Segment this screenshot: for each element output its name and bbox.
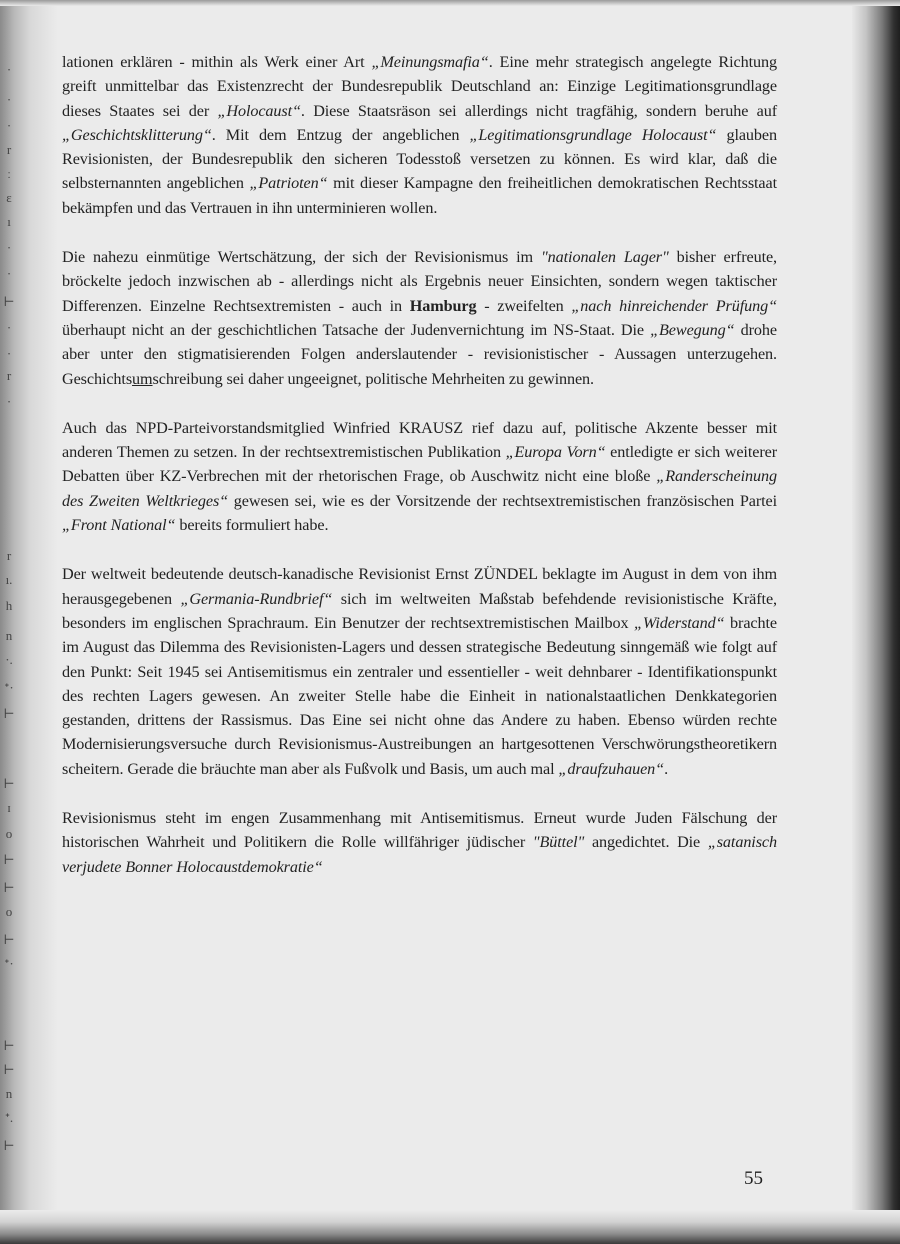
paragraph	[62, 806, 777, 879]
top-page-edge	[0, 0, 900, 6]
text-run: entledigte er sich weiterer Debatten über KZ-Verbrechen mit der rhetorischen Frage, ob Auschwitz nicht eine bloße	[62, 443, 777, 486]
bleed-mark: ⊢	[3, 1138, 15, 1153]
text-run: „Holocaust“	[217, 101, 301, 120]
text-run: . Eine mehr strategisch angelegte Richtung greift unmittelbar das Existenzrecht der Bundesrepublik Deutschland an: Einzige Legitimationsgrundlage dieses Staates sei der	[62, 53, 777, 120]
bleed-mark: ·	[6, 62, 12, 77]
bleed-mark: ː	[7, 166, 11, 181]
text-run: „Germania-Rundbrief“	[180, 589, 333, 608]
text-run: mit dieser Kampagne den freiheitlichen demokratischen Rechtsstaat bekämpfen und das Vertrauen in ihn unterminieren wollen.	[62, 174, 778, 217]
text-run: „Widerstand“	[634, 613, 725, 632]
paragraph	[62, 245, 777, 391]
text-run: Der weltweit bedeutende deutsch-kanadische Revisionist Ernst ZÜNDEL beklagte im August in dem von ihm herausgegebenen	[62, 565, 777, 608]
text-run: „Front National“	[62, 516, 176, 535]
bleed-mark: ı.	[5, 572, 13, 587]
text-run: "Büttel"	[532, 833, 585, 852]
text-run: Revisionismus steht im engen Zusammenhang mit Antisemitismus. Erneut wurde Juden Fälschung der historischen Wahrheit und Politikern die Rolle willfähriger jüdischer	[62, 809, 777, 852]
text-run: drohe aber unter den stigmatisierenden Folgen anderslautender - revisionistischer - Aussagen unterzugehen. Geschichts	[62, 320, 777, 388]
text-run: . Mit dem Entzug der angeblichen	[211, 125, 470, 144]
text-run: „Geschichtsklitterung“	[62, 125, 212, 144]
text-run: überhaupt nicht an der geschichtlichen Tatsache der Judenvernichtung im NS-Staat. Die	[62, 320, 651, 339]
binding-gutter-shadow	[0, 0, 58, 1244]
text-run: „Meinungsmafia“	[371, 53, 489, 71]
right-page-edge	[852, 0, 900, 1244]
text-run: Hamburg	[409, 296, 477, 315]
bleed-mark: ⊢	[3, 294, 15, 309]
bottom-page-edge	[0, 1210, 900, 1244]
text-run: bereits formuliert habe.	[175, 516, 329, 535]
bleed-mark: ⊢	[3, 706, 15, 721]
text-run: „Randerscheinung des Zweiten Weltkrieges“	[62, 467, 777, 510]
paragraph	[62, 416, 777, 537]
text-run: gewesen sei, wie es der Vorsitzende der rechtsextremistischen französischen Partei	[228, 491, 777, 510]
bleed-mark: ᐩ·	[4, 956, 14, 971]
bleed-mark: ·	[6, 346, 12, 361]
bleed-mark: ᐩ.	[4, 1110, 14, 1125]
bleed-mark: o	[5, 904, 13, 919]
bleed-mark: r	[6, 142, 12, 157]
bleed-mark: o	[5, 826, 13, 841]
page-number: 55	[744, 1168, 763, 1189]
text-run: glauben Revisionisten, der Bundesrepublik den sicheren Todesstoß versetzen zu können. Es wird klar, daß die selbsternannten angeblichen	[62, 125, 777, 193]
text-run: brachte im August das Dilemma des Revisionisten-Lagers und dessen strategische Bedeutung sinngemäß wie folgt auf den Punkt: Seit 1945 sei Antisemitismus ein zentraler und essentieller - weit dehnbarer - Identifikationspunkt des rechten Lagers gewesen. An zweiter Stelle habe die Einheit in nationalstaatlichen Denkkategorien gestanden, drittens der Rassismus. Das Eine sei nicht ohne das Andere zu haben. Ebenso würden rechte Modernisierungsversuche durch Revisionismus-Austreibungen an hartgesottenen Verschwörungstheoretikern scheitern. Gerade die bräuchte man aber als Fußvolk und Basis, um auch mal	[62, 613, 777, 778]
bleed-mark: ·	[6, 394, 12, 409]
text-run: "nationalen Lager"	[540, 248, 669, 267]
bleed-mark: ·.	[5, 652, 13, 667]
bleed-mark: ⊢	[3, 852, 15, 867]
bleed-mark: ⊢	[3, 932, 15, 947]
bleed-mark: ·	[6, 320, 12, 335]
bleed-mark: ⊢	[3, 776, 15, 791]
bleed-mark: ⊢	[3, 1062, 15, 1077]
text-run: „satanisch verjudete Bonner Holocaustdemokratie“	[62, 833, 777, 876]
bleed-mark: r	[6, 368, 12, 383]
bleed-mark: ⊢	[3, 880, 15, 895]
bleed-mark: ·	[6, 118, 12, 133]
text-run: - zweifelten	[476, 296, 572, 315]
bleed-mark: ·	[6, 92, 12, 107]
bleed-mark: ·	[6, 266, 12, 281]
text-run: Auch das NPD-Parteivorstandsmitglied Winfried KRAUSZ rief dazu auf, politische Akzente besser mit anderen Themen zu setzen. In der rechtsextremistischen Publikation	[62, 418, 777, 462]
text-run: . Diese Staatsräson sei allerdings nicht tragfähig, sondern beruhe auf	[300, 101, 778, 120]
text-run: .	[664, 759, 669, 778]
text-run: angedichtet. Die	[584, 833, 708, 852]
text-run: „draufzuhauen“	[558, 759, 665, 778]
bleed-mark: ɛ	[6, 190, 12, 205]
text-run: sich im weltweiten Maßstab befehdende revisionistische Kräfte, besonders im englischen Sprachraum. Ein Benutzer der rechtsextremistischen Mailbox	[62, 589, 777, 632]
text-run: Die nahezu einmütige Wertschätzung, der sich der Revisionismus im	[62, 248, 541, 267]
bleed-mark: ɪ	[7, 800, 11, 815]
body-text	[62, 50, 777, 904]
text-run: „Europa Vorn“	[505, 443, 606, 462]
bleed-mark: h	[5, 598, 13, 613]
text-run: „Legitimationsgrundlage Holocaust“	[469, 125, 717, 144]
text-run: bisher erfreute, bröckelte jedoch inzwischen ab - allerdings nicht als Ergebnis neuer Einsichten, sondern wegen taktischer Differenzen. Einzelne Rechtsextremisten - auch in	[62, 248, 777, 315]
text-run: um	[132, 369, 153, 388]
bleed-mark: n	[5, 628, 13, 643]
bleed-mark: ı	[7, 214, 11, 229]
bleed-mark: ·	[6, 240, 12, 255]
bleed-mark: n	[5, 1086, 13, 1101]
bleed-mark: ⊢	[3, 1038, 15, 1053]
paragraph	[62, 50, 777, 220]
bleed-mark: r	[6, 548, 12, 563]
text-run: „nach hinreichender Prüfung“	[571, 296, 777, 315]
text-run: schreibung sei daher ungeeignet, politische Mehrheiten zu gewinnen.	[152, 369, 594, 388]
paragraph	[62, 562, 777, 781]
text-run: „Bewegung“	[650, 320, 735, 339]
bleed-mark: ᐩ·	[4, 680, 14, 695]
text-run: „Patrioten“	[249, 174, 328, 193]
text-run: lationen erklären - mithin als Werk einer Art	[62, 53, 372, 71]
